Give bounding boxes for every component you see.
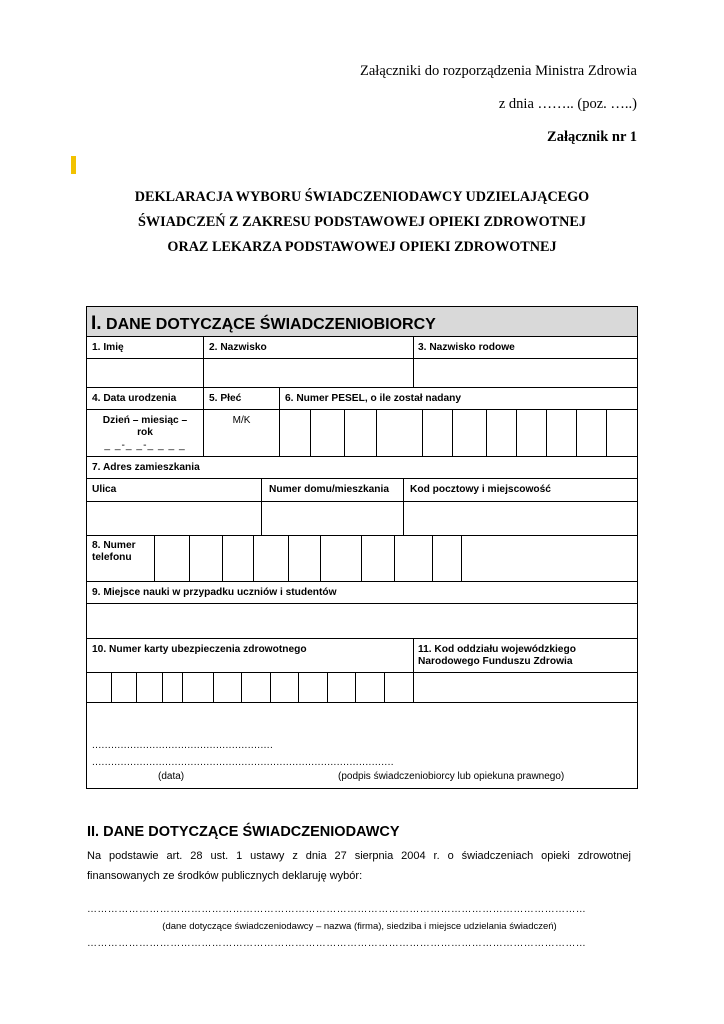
birth-date-hint-2: rok [137,427,153,438]
input-house-number[interactable] [262,502,402,534]
section1-heading [91,313,436,335]
label-house-number: Numer domu/mieszkania [269,484,390,495]
provider-dotted-line[interactable]: ……………………………………………………………………………………………………………………………… [87,904,587,915]
signature-caption: (podpis świadczeniobiorcy lub opiekuna prawnego) [338,771,565,782]
input-last-name[interactable] [204,359,412,386]
margin-marker [71,156,76,174]
input-first-name[interactable] [88,359,202,386]
section1-roman: I. [91,313,102,334]
label-last-name: 2. Nazwisko [209,342,267,353]
input-family-name[interactable] [414,359,636,386]
input-school[interactable] [88,604,636,637]
input-street[interactable] [88,502,260,534]
sex-input[interactable]: M/K [232,415,251,426]
section2-paragraph-line-2: finansowanych ze środków publicznych deklaruję wybór: [87,870,363,882]
title-line-1: DEKLARACJA WYBORU ŚWIADCZENIODAWCY UDZIELAJĄCEGO [134,189,590,205]
input-pesel[interactable] [280,410,636,456]
title-line-2: ŚWIADCZEŃ Z ZAKRESU PODSTAWOWEJ OPIEKI ZDROWOTNEJ [138,214,586,230]
label-nfz-code-2: Narodowego Funduszu Zdrowia [418,656,573,667]
label-school: 9. Miejsce nauki w przypadku uczniów i studentów [92,587,337,598]
birth-date-input[interactable]: _ _-_ _-_ _ _ _ [104,440,186,451]
input-phone[interactable] [155,536,461,581]
date-dotted-line[interactable]: ......................................................... [92,740,274,751]
birth-date-hint-1: Dzień – miesiąc – [102,415,188,426]
header-ministry: Załączniki do rozporządzenia Ministra Zdrowia [360,63,637,79]
label-street: Ulica [92,484,117,495]
label-phone-2: telefonu [92,552,132,563]
section2-heading: II. DANE DOTYCZĄCE ŚWIADCZENIODAWCY [87,824,400,840]
provider-dotted-line-2[interactable]: ……………………………………………………………………………………………………………………………… [87,938,587,949]
label-family-name: 3. Nazwisko rodowe [418,342,515,353]
input-nfz-code[interactable] [414,673,636,701]
label-nfz-code-1: 11. Kod oddziału wojewódzkiego [418,644,576,655]
provider-caption: (dane dotyczące świadczeniodawcy – nazwa (firma), siedziba i miejsce udzielania świadczeń) [162,921,557,932]
label-phone-1: 8. Numer [92,540,136,551]
header-attachment: Załącznik nr 1 [547,129,637,145]
label-birth-date: 4. Data urodzenia [92,393,177,404]
label-insurance-card: 10. Numer karty ubezpieczenia zdrowotnego [92,644,307,655]
input-insurance-card[interactable] [88,673,412,701]
label-postal-city: Kod pocztowy i miejscowość [410,484,551,495]
section1-title: DANE DOTYCZĄCE ŚWIADCZENIOBIORCY [106,316,436,333]
date-caption: (data) [158,771,185,782]
title-line-3: ORAZ LEKARZA PODSTAWOWEJ OPIEKI ZDROWOTNEJ [167,239,557,255]
label-sex: 5. Płeć [209,393,242,404]
header-date: z dnia …….. (poz. …..) [498,96,637,112]
signature-dotted-line[interactable]: ............................................................................................... [92,757,394,768]
label-address: 7. Adres zamieszkania [92,462,200,473]
input-postal-city[interactable] [404,502,636,534]
label-pesel: 6. Numer PESEL, o ile został nadany [285,393,462,404]
section2-paragraph-line-1: Na podstawie art. 28 ust. 1 ustawy z dnia 27 sierpnia 2004 r. o świadczeniach opieki zdrowotnej [87,850,631,862]
label-first-name: 1. Imię [92,342,124,353]
